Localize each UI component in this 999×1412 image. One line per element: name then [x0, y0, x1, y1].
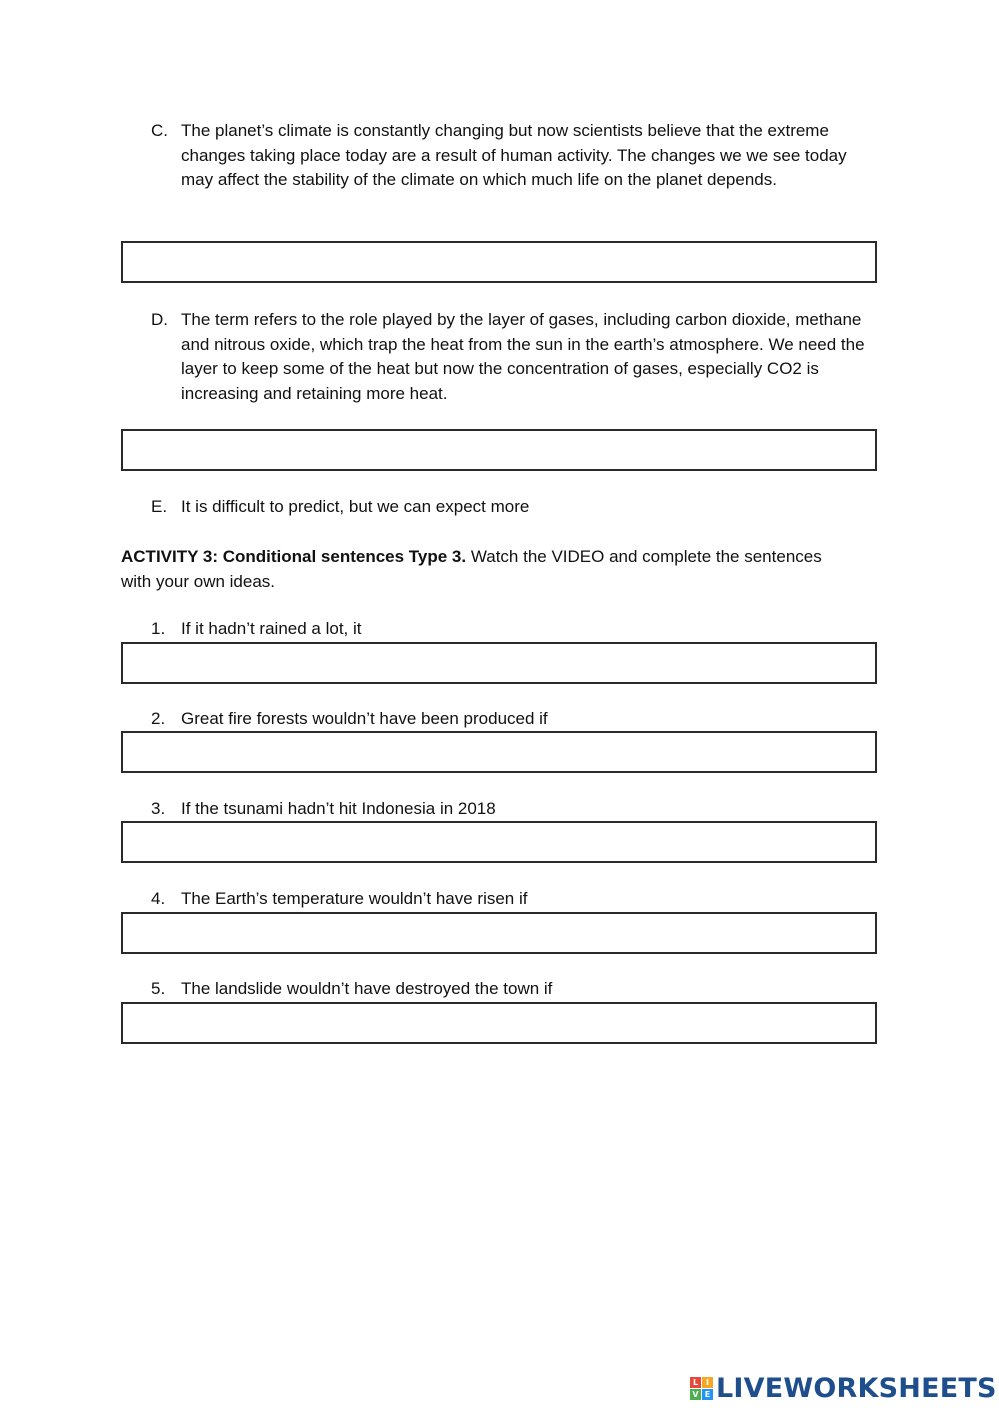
answer-box-2[interactable] — [121, 731, 877, 773]
brand-name: LIVEWORKSHEETS — [716, 1372, 997, 1404]
section-c-marker: C. — [151, 121, 168, 140]
activity-3-heading: ACTIVITY 3: Conditional sentences Type 3. — [121, 547, 467, 566]
item-number: 1. — [151, 619, 166, 638]
item-prompt: The Earth’s temperature wouldn’t have risen if — [181, 889, 528, 908]
item-prompt: If the tsunami hadn’t hit Indonesia in 2018 — [181, 799, 496, 818]
answer-box-3[interactable] — [121, 821, 877, 863]
logo-letter: I — [702, 1377, 713, 1388]
list-item — [151, 797, 871, 822]
section-d-text: The term refers to the role played by the layer of gases, including carbon dioxide, methane and nitrous oxide, which trap the heat from the sun in the earth’s atmosphere. We need the layer to keep some of the heat but now the concentration of gases, especially CO2 is increasing and retaining more heat. — [181, 310, 865, 403]
activity-3-instructions — [121, 545, 841, 594]
list-item — [151, 707, 871, 732]
logo-letter: L — [690, 1377, 701, 1388]
item-number: 2. — [151, 709, 166, 728]
list-item — [151, 887, 871, 912]
list-item — [151, 617, 871, 642]
item-number: 4. — [151, 889, 166, 908]
item-prompt: If it hadn’t rained a lot, it — [181, 619, 362, 638]
liveworksheets-logo — [690, 1371, 997, 1405]
item-prompt: Great fire forests wouldn’t have been produced if — [181, 709, 548, 728]
item-number: 3. — [151, 799, 166, 818]
answer-box-c[interactable] — [121, 241, 877, 283]
logo-letter: V — [690, 1389, 701, 1400]
item-prompt: The landslide wouldn’t have destroyed the town if — [181, 979, 553, 998]
answer-box-1[interactable] — [121, 642, 877, 684]
logo-mark-icon — [690, 1377, 713, 1400]
item-number: 5. — [151, 979, 166, 998]
section-d — [151, 308, 871, 408]
section-c — [151, 119, 871, 219]
section-c-text: The planet’s climate is constantly changing but now scientists believe that the extreme changes taking place today are a result of human activity. The changes we we see today may affect the stability of the climate on which much life on the planet depends. — [181, 121, 847, 189]
answer-box-d[interactable] — [121, 429, 877, 471]
section-d-marker: D. — [151, 310, 168, 329]
answer-box-4[interactable] — [121, 912, 877, 954]
section-e — [151, 495, 871, 520]
list-item — [151, 977, 871, 1002]
activity-3-instructions-text: Watch the VIDEO and complete the sentences with your own ideas. — [121, 547, 822, 591]
logo-letter: E — [702, 1389, 713, 1400]
section-e-text: It is difficult to predict, but we can expect more — [181, 497, 530, 516]
section-e-marker: E. — [151, 497, 168, 516]
answer-box-5[interactable] — [121, 1002, 877, 1044]
